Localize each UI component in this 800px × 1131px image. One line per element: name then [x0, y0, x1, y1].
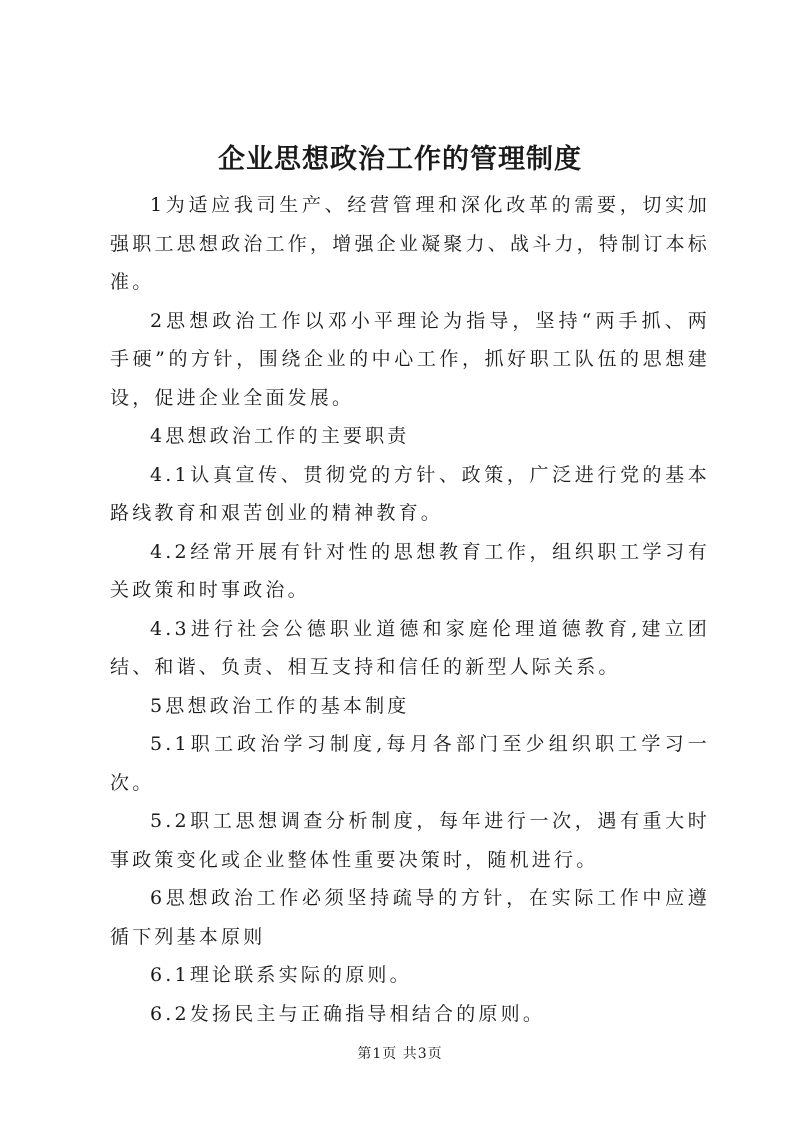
paragraph: 5.2职工思想调查分析制度，每年进行一次，遇有重大时事政策变化或企业整体性重要决策时，随机进行。 — [110, 810, 710, 871]
document-body — [110, 186, 710, 1033]
paragraph: 6思想政治工作必须坚持疏导的方针，在实际工作中应遵循下列基本原则 — [110, 887, 710, 948]
paragraph: 5.1职工政治学习制度,每月各部门至少组织职工学习一次。 — [110, 733, 710, 794]
section-heading: 4思想政治工作的主要职责 — [150, 425, 410, 447]
paragraph: 4.3进行社会公德职业道德和家庭伦理道德教育,建立团结、和谐、负责、相互支持和信任的新型人际关系。 — [110, 617, 710, 678]
paragraph: 4.1认真宣传、贯彻党的方针、政策，广泛进行党的基本路线教育和艰苦创业的精神教育。 — [110, 463, 710, 524]
section-heading: 5思想政治工作的基本制度 — [150, 694, 410, 717]
page-number: 第1页 共3页 — [357, 1046, 443, 1062]
paragraph: 4.2经常开展有针对性的思想教育工作，组织职工学习有关政策和时事政治。 — [110, 540, 710, 601]
document-title: 企业思想政治工作的管理制度 — [218, 144, 582, 175]
paragraph: 6.2发扬民主与正确指导相结合的原则。 — [150, 1002, 546, 1025]
paragraph: 1为适应我司生产、经营管理和深化改革的需要，切实加强职工思想政治工作，增强企业凝聚力、战斗力，特制订本标准。 — [110, 194, 710, 293]
paragraph: 6.1理论联系实际的原则。 — [150, 964, 412, 986]
paragraph: 2思想政治工作以邓小平理论为指导，坚持“两手抓、两手硬”的方针，围绕企业的中心工作，抓好职工队伍的思想建设，促进企业全面发展。 — [110, 309, 710, 409]
